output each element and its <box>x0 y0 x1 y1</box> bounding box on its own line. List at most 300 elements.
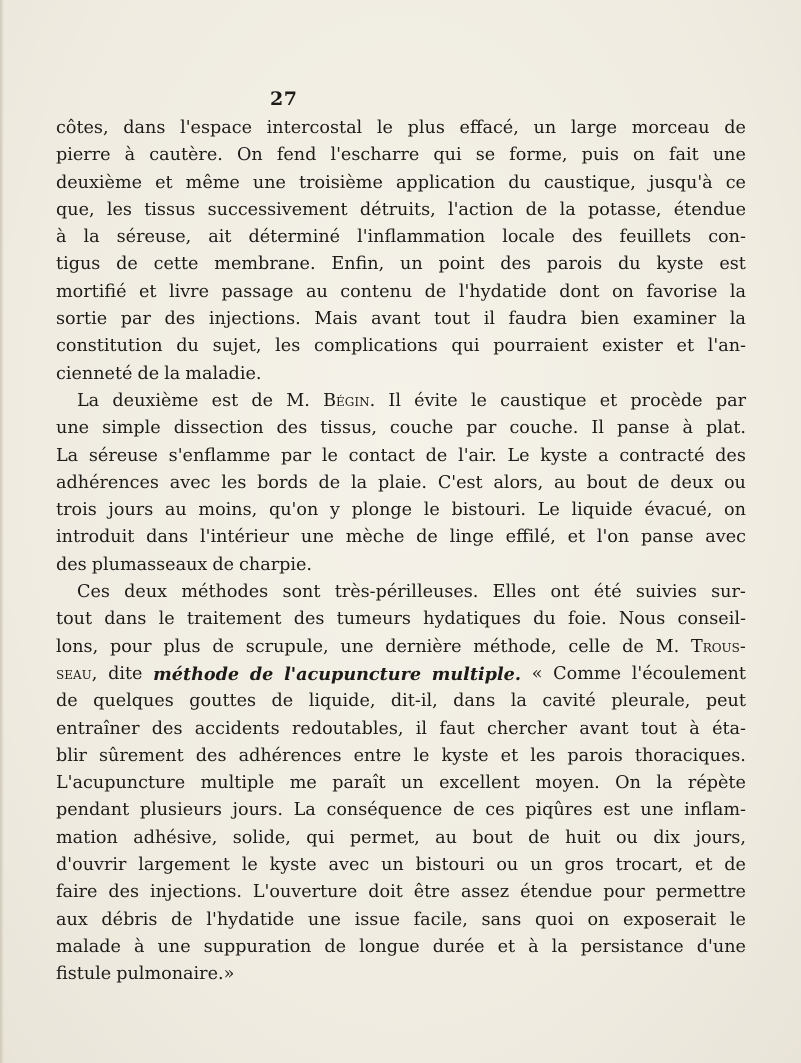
body-text <box>56 115 746 989</box>
word: évite <box>414 390 458 411</box>
word: dans <box>104 609 147 630</box>
word: dont <box>559 281 600 302</box>
word: faire <box>56 882 98 903</box>
word: et <box>676 336 695 357</box>
word: injections. <box>150 882 242 903</box>
word: On <box>615 773 641 794</box>
word: jours. <box>232 800 283 821</box>
word: pour <box>109 636 152 657</box>
word: de <box>425 445 448 466</box>
word: procède <box>630 390 703 411</box>
word: ont <box>550 582 580 603</box>
word: troisième <box>299 172 383 193</box>
word: y <box>329 500 340 521</box>
word: plonge <box>351 500 413 521</box>
word: très-périlleuses. <box>334 582 479 603</box>
word: l'espace <box>180 118 252 138</box>
word: favorise <box>646 281 718 302</box>
word: dernière <box>385 636 462 657</box>
word: de <box>137 363 160 384</box>
word: et <box>567 527 586 548</box>
text-line <box>56 661 746 688</box>
word: à <box>134 936 145 957</box>
word: kyste <box>269 855 317 876</box>
word: application <box>395 172 496 193</box>
word: passage <box>221 281 294 302</box>
word: liquide, <box>308 691 376 712</box>
word: persistance <box>580 936 684 957</box>
word: bien <box>580 309 620 330</box>
word: une <box>340 636 374 657</box>
word: Enfin, <box>331 254 385 275</box>
word: l'inflammation <box>357 227 486 248</box>
word: exister <box>601 336 663 357</box>
text-line <box>56 797 746 824</box>
word: de <box>171 909 193 930</box>
word: été <box>593 582 622 603</box>
word: l'hydatide <box>206 909 295 930</box>
word: facile, <box>413 909 468 930</box>
word: thoraciques. <box>634 745 746 766</box>
word: livre <box>168 281 209 302</box>
text-line <box>56 579 746 606</box>
word: deuxième <box>56 172 143 193</box>
word: charpie. <box>239 554 312 575</box>
word: ces <box>485 800 515 821</box>
word: Mais <box>314 309 358 330</box>
word: cavité <box>542 691 596 712</box>
word: multiple <box>200 773 275 794</box>
word: Comme <box>553 663 622 684</box>
text-line <box>56 770 746 797</box>
word: une <box>157 936 191 957</box>
word: plus <box>163 636 201 657</box>
word: La <box>56 445 79 466</box>
word: large <box>570 118 618 138</box>
word: à <box>682 418 693 439</box>
word: quelques <box>93 691 174 712</box>
word: entre <box>353 745 402 766</box>
word: largement <box>138 855 230 876</box>
word: est <box>211 390 239 411</box>
text-line <box>56 934 746 961</box>
word: séreuse <box>88 445 158 466</box>
word: La <box>293 800 316 821</box>
word: par <box>715 390 746 411</box>
word: détruits, <box>359 199 436 220</box>
word: de <box>251 390 274 411</box>
word: maladie. <box>185 363 262 384</box>
word: la <box>551 936 568 957</box>
word: deuxième <box>112 390 199 411</box>
word: suivies <box>635 582 697 603</box>
word: sont <box>282 582 321 603</box>
word: inflam- <box>684 800 746 821</box>
text-line <box>56 443 746 470</box>
text-line <box>56 524 746 551</box>
word: tout <box>56 609 93 630</box>
word: une <box>640 800 674 821</box>
word: Trous- <box>690 636 746 657</box>
text-line <box>56 279 746 306</box>
word: le <box>470 390 487 411</box>
word: morceau <box>631 118 710 138</box>
word: Ces <box>77 582 110 603</box>
word: C'est <box>437 472 483 493</box>
word: méthodes <box>181 582 269 603</box>
word: malade <box>56 936 121 957</box>
word: simple <box>102 418 161 439</box>
word: et <box>694 855 713 876</box>
word: sur- <box>711 582 746 603</box>
word: sans <box>481 909 522 930</box>
word: adhérences <box>238 745 342 766</box>
word: multiple. <box>431 663 521 685</box>
word: de <box>56 691 78 712</box>
word: trocart, <box>615 855 684 876</box>
word: plaie. <box>377 472 427 493</box>
word: par <box>281 445 312 466</box>
word: con- <box>708 227 746 248</box>
word: la <box>83 227 100 248</box>
word: un <box>401 773 424 794</box>
word: méthode <box>153 663 240 685</box>
word: kyste <box>656 254 704 275</box>
text-line <box>56 688 746 715</box>
word: pour <box>603 882 645 903</box>
text-line <box>56 115 746 142</box>
word: le <box>376 118 393 138</box>
word: ou <box>496 855 519 876</box>
word: côtes, <box>56 118 109 138</box>
word: des <box>293 609 325 630</box>
word: de <box>724 855 746 876</box>
word: L'acupuncture <box>56 773 186 794</box>
word: adhésive, <box>133 827 218 848</box>
text-line <box>56 606 746 633</box>
word: il <box>483 309 495 330</box>
word: l'acupuncture <box>284 663 422 685</box>
word: des <box>276 418 308 439</box>
word: issue <box>354 909 401 930</box>
word: effilé, <box>505 527 556 548</box>
word: de <box>528 827 550 848</box>
word: et <box>155 172 173 193</box>
page-number: 27 <box>270 88 298 110</box>
word: pourraient <box>493 336 589 357</box>
word: la <box>164 363 181 384</box>
word: redoutables, <box>292 718 404 739</box>
word: on <box>632 145 655 166</box>
word: un <box>400 254 423 275</box>
word: il <box>415 718 428 739</box>
word: même <box>185 172 240 193</box>
word: adhérences <box>56 472 159 493</box>
word: l'an- <box>707 336 746 357</box>
word: introduit <box>56 527 135 548</box>
word: ou <box>615 827 638 848</box>
word: dissection <box>173 418 264 439</box>
word: ait <box>208 227 232 248</box>
word: L'ouverture <box>252 882 358 903</box>
word: fait <box>669 145 699 166</box>
word: de <box>324 936 347 957</box>
word: de <box>622 636 644 657</box>
word: jusqu'à <box>648 172 713 193</box>
word: de <box>416 527 438 548</box>
word: des <box>56 554 87 575</box>
word: la <box>729 281 746 302</box>
word: de <box>271 691 294 712</box>
word: complications <box>313 336 438 357</box>
word: d'ouvrir <box>56 855 127 876</box>
word: ou <box>723 472 746 493</box>
word: au <box>164 500 187 521</box>
word: au <box>435 827 457 848</box>
word: le <box>321 445 338 466</box>
word: évacué, <box>644 500 713 521</box>
word: des <box>715 445 746 466</box>
word: jours <box>108 500 154 521</box>
word: de <box>424 281 447 302</box>
word: seau, <box>56 663 98 684</box>
word: à <box>56 227 67 248</box>
word: me <box>289 773 317 794</box>
word: dit-il, <box>390 691 438 712</box>
word: puis <box>581 145 619 166</box>
word: ce <box>725 172 746 193</box>
word: solide, <box>232 827 291 848</box>
word: durée <box>432 936 485 957</box>
word: on <box>587 909 610 930</box>
word: conseil- <box>677 609 746 630</box>
word: mation <box>56 827 118 848</box>
word: qui <box>306 827 335 848</box>
word: sortie <box>56 309 108 330</box>
word: traitement <box>186 609 282 630</box>
word: de <box>318 472 341 493</box>
word: déterminé <box>248 227 341 248</box>
word: avant <box>579 718 629 739</box>
page-binding-edge <box>0 0 4 1063</box>
word: successivement <box>207 199 348 220</box>
word: Il <box>591 418 604 439</box>
word: trois <box>56 500 97 521</box>
word: un <box>533 118 557 138</box>
word: et <box>497 936 516 957</box>
word: tigus <box>56 254 101 275</box>
word: contracté <box>619 445 705 466</box>
text-line <box>56 361 746 388</box>
word: avec <box>705 527 746 548</box>
word: une <box>56 418 90 439</box>
word: permet, <box>349 827 420 848</box>
text-line <box>56 333 746 360</box>
word: mèche <box>345 527 405 548</box>
word: un <box>381 855 404 876</box>
word: débris <box>101 909 158 930</box>
word: conséquence <box>326 800 443 821</box>
word: de <box>212 554 235 575</box>
word: la <box>351 472 368 493</box>
word: bout <box>586 472 627 493</box>
word: M. <box>286 390 310 411</box>
word: locale <box>502 227 555 248</box>
word: contact <box>348 445 415 466</box>
word: par <box>120 309 151 330</box>
word: « <box>531 663 543 684</box>
text-line <box>56 743 746 770</box>
word: on <box>611 281 634 302</box>
text-line <box>56 716 746 743</box>
word: qui <box>433 145 462 166</box>
text-line <box>56 224 746 251</box>
word: de <box>525 199 548 220</box>
word: effacé, <box>459 118 519 138</box>
word: à <box>124 145 136 166</box>
word: qui <box>451 336 480 357</box>
word: l'écoulement <box>631 663 746 684</box>
word: la <box>510 691 527 712</box>
word: le <box>423 500 440 521</box>
word: du <box>508 172 531 193</box>
word: membrane. <box>214 254 316 275</box>
word: l'escharre <box>330 145 420 166</box>
word: l'hydatide <box>458 281 547 302</box>
word: se <box>475 145 496 166</box>
word: M. <box>655 636 680 657</box>
word: foie. <box>567 609 607 630</box>
word: Le <box>537 500 560 521</box>
word: étendue <box>673 199 746 220</box>
word: d'une <box>696 936 746 957</box>
word: bistouri. <box>451 500 527 521</box>
word: des <box>151 718 183 739</box>
word: les <box>530 745 556 766</box>
word: gros <box>564 855 604 876</box>
text-line <box>56 388 746 415</box>
word: du <box>533 609 556 630</box>
word: on <box>724 500 746 521</box>
word: pendant <box>56 800 130 821</box>
word: point <box>438 254 485 275</box>
word: l'air. <box>458 445 497 466</box>
word: parois <box>546 254 603 275</box>
word: de <box>724 118 746 138</box>
word: est <box>719 254 746 275</box>
word: et <box>500 745 519 766</box>
word: longue <box>359 936 420 957</box>
word: l'on <box>596 527 630 548</box>
word: des <box>195 745 227 766</box>
word: Elles <box>492 582 537 603</box>
word: bistouri <box>415 855 485 876</box>
word: le <box>729 909 746 930</box>
text-line <box>56 879 746 906</box>
word: panse <box>616 418 670 439</box>
word: avec <box>328 855 370 876</box>
word: couche <box>389 418 454 439</box>
word: est <box>603 800 630 821</box>
word: séreuse, <box>116 227 192 248</box>
word: bords <box>257 472 308 493</box>
text-line <box>56 961 746 988</box>
word: injections. <box>208 309 301 330</box>
word: kyste <box>441 745 489 766</box>
word: kyste <box>540 445 588 466</box>
word: bout <box>472 827 513 848</box>
word: tissus, <box>320 418 377 439</box>
word: liquide <box>571 500 633 521</box>
word: une <box>252 172 286 193</box>
word: assez <box>460 882 510 903</box>
word: des <box>164 309 196 330</box>
word: par <box>466 418 497 439</box>
word: hydatiques <box>423 609 521 630</box>
word: le <box>413 745 430 766</box>
word: de <box>249 663 274 685</box>
word: dans <box>453 691 496 712</box>
word: tout <box>640 718 677 739</box>
word: des <box>500 254 531 275</box>
word: forme, <box>509 145 568 166</box>
text-line <box>56 415 746 442</box>
word: scrupule, <box>245 636 329 657</box>
word: que, <box>56 199 95 220</box>
word: et <box>139 281 157 302</box>
word: Il <box>388 390 401 411</box>
word: au <box>554 472 576 493</box>
word: la <box>559 199 576 220</box>
word: tissus <box>144 199 196 220</box>
word: potasse, <box>588 199 662 220</box>
word: sujet, <box>212 336 262 357</box>
word: panse <box>641 527 694 548</box>
word: un <box>530 855 553 876</box>
word: linge <box>449 527 494 548</box>
word: entraîner <box>56 718 140 739</box>
word: sûrement <box>99 745 184 766</box>
word: à <box>689 718 700 739</box>
word: peut <box>705 691 746 712</box>
word: plat. <box>705 418 746 439</box>
word: caustique <box>500 390 587 411</box>
word: avant <box>371 309 421 330</box>
word: moins, <box>198 500 258 521</box>
word: pulmonaire.» <box>116 964 235 985</box>
word: On <box>236 145 263 166</box>
word: dans <box>146 527 189 548</box>
word: au <box>305 281 328 302</box>
word: faudra <box>508 309 568 330</box>
word: jours, <box>695 827 746 848</box>
word: répète <box>687 773 746 794</box>
text-line <box>56 497 746 524</box>
word: du <box>176 336 199 357</box>
word: cautère. <box>149 145 223 166</box>
word: de <box>116 254 138 275</box>
word: dix <box>653 827 681 848</box>
word: du <box>617 254 641 275</box>
word: Nous <box>618 609 666 630</box>
word: pierre <box>56 145 111 166</box>
word: La <box>77 390 100 411</box>
word: les <box>106 199 132 220</box>
text-line <box>56 142 746 169</box>
word: qu'on <box>268 500 319 521</box>
word: mortifié <box>56 281 127 302</box>
word: dans <box>123 118 166 138</box>
